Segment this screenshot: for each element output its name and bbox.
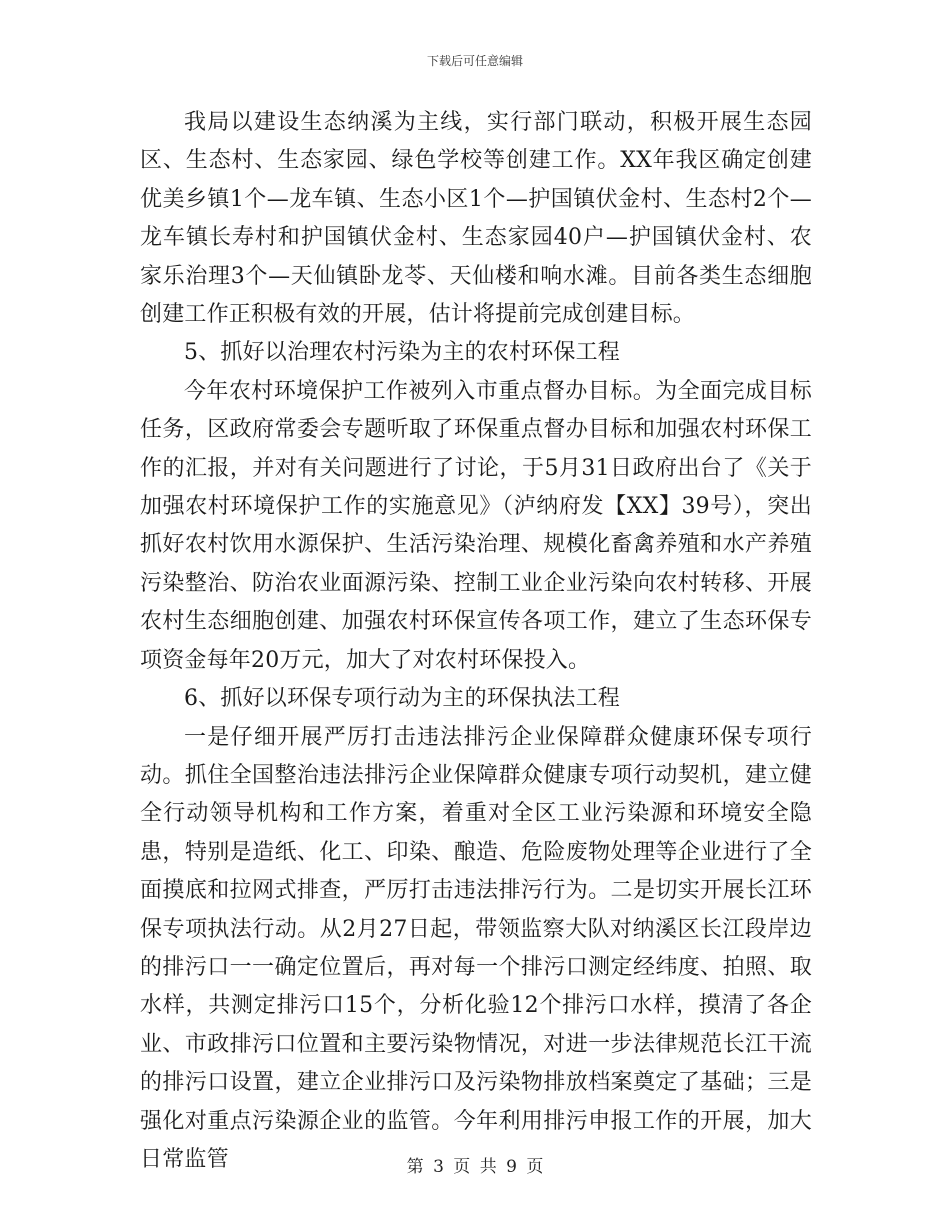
- page-header: 下载后可任意编辑: [426, 54, 523, 68]
- page-footer: 第 3 页 共 9 页: [406, 1157, 544, 1177]
- paragraph-ecological-creation: 我局以建设生态纳溪为主线，实行部门联动，积极开展生态园区、生态村、生态家园、绿色学校等创建工作。XX年我区确定创建优美乡镇1个—龙车镇、生态小区1个—护国镇伏金村、生态村2个—龙车镇长寿村和护国镇伏金村、生态家园40户—护国镇伏金村、农家乐治理3个—天仙镇卧龙苓、天仙楼和响水滩。目前各类生态细胞创建工作正积极有效的开展，估计将提前完成创建目标。: [140, 110, 812, 328]
- paragraph-rural-protection: 今年农村环境保护工作被列入市重点督办目标。为全面完成目标任务，区政府常委会专题听取了环保重点督办目标和加强农村环保工作的汇报，并对有关问题进行了讨论，于5月31日政府出台了《关于加强农村环境保护工作的实施意见》（泸纳府发【XX】39号），突出抓好农村饮用水源保护、生活污染治理、规模化畜禽养殖和水产养殖污染整治、防治农业面源污染、控制工业企业污染向农村转移、开展农村生态细胞创建、加强农村环保宣传各项工作，建立了生态环保专项资金每年20万元，加大了对农村环保投入。: [140, 378, 812, 673]
- section-heading-6: 6、抓好以环保专项行动为主的环保执法工程: [184, 686, 620, 712]
- paragraph-enforcement: 一是仔细开展严厉打击违法排污企业保障群众健康环保专项行动。抓住全国整治违法排污企业保障群众健康专项行动契机，建立健全行动领导机构和工作方案，着重对全区工业污染源和环境安全隐患，特别是造纸、化工、印染、酿造、危险废物处理等企业进行了全面摸底和拉网式排查，严厉打击违法排污行为。二是切实开展长江环保专项执法行动。从2月27日起，带领监察大队对纳溪区长江段岸边的排污口一一确定位置后，再对每一个排污口测定经纬度、拍照、取水样，共测定排污口15个，分析化验12个排污口水样，摸清了各企业、市政排污口位置和主要污染物情况，对进一步法律规范长江干流的排污口设置，建立企业排污口及污染物排放档案奠定了基础；三是强化对重点污染源企业的监管。今年利用排污申报工作的开展，加大日常监管: [140, 724, 812, 1172]
- section-heading-5: 5、抓好以治理农村污染为主的农村环保工程: [184, 340, 620, 366]
- document-body: [140, 104, 812, 1179]
